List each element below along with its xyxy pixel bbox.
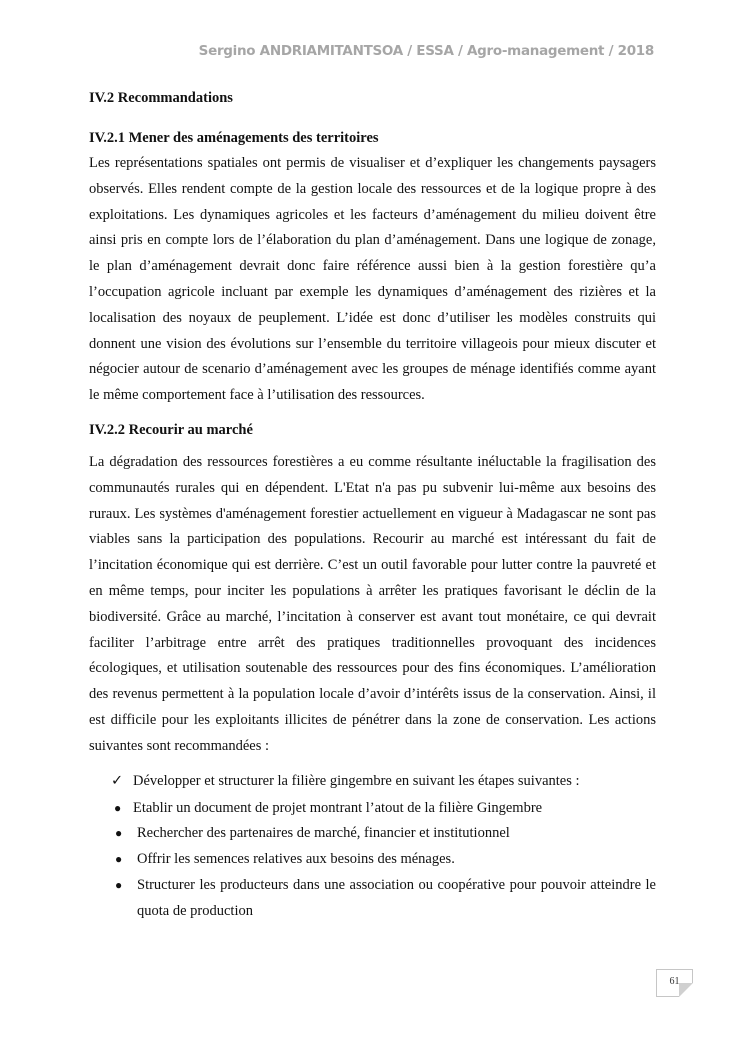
subsection-heading-marche: IV.2.2 Recourir au marché	[89, 421, 253, 438]
recommendation-list	[89, 769, 656, 925]
subsection-heading-amenagement: IV.2.1 Mener des aménagements des territoires	[89, 130, 379, 146]
check-mark-icon: ✓	[111, 772, 124, 789]
bullet-icon: ●	[115, 826, 123, 841]
page-content	[89, 86, 656, 925]
bullet-text: Offrir les semences relatives aux besoins des ménages.	[137, 851, 455, 868]
list-item	[89, 821, 656, 847]
bullet-text: Rechercher des partenaires de marché, financier et institutionnel	[137, 825, 510, 842]
section-heading: IV.2 Recommandations	[89, 90, 233, 106]
bullet-icon: ●	[115, 852, 123, 867]
bullet-text: Structurer les producteurs dans une association ou coopérative pour pouvoir atteindre le quota de production	[137, 876, 656, 919]
page-number: 61	[669, 976, 680, 987]
page-number-box	[656, 969, 693, 997]
list-item	[89, 873, 656, 925]
paragraph-amenagement: Les représentations spatiales ont permis de visualiser et d’expliquer les changements paysagers observés. Elles rendent compte de la gestion locale des ressources et de la logique propre à des exploitations. Les dynamiques agricoles et les facteurs d’aménagement du milieu doivent être ainsi pris en compte lors de l’élaboration du plan d’aménagement. Dans une logique de zonage, le plan d’aménagement devrait donc faire référence aussi bien à la gestion forestière qu’a l’occupation agricole incluant par exemple les dynamiques d’aménagement des rizières et la localisation des noyaux de peuplement. L’idée est donc d’utiliser les modèles construits qui donnent une vision des évolutions sur l’ensemble du territoire villageois pour mieux discuter et négocier autour de scenario d’aménagement avec les groupes de ménage identifiés comme ayant le même comportement face à l’utilisation des ressources.	[89, 155, 656, 404]
check-item-text: Développer et structurer la filière gingembre en suivant les étapes suivantes :	[133, 772, 580, 789]
list-item-check	[89, 769, 656, 794]
bullet-text: Etablir un document de projet montrant l’atout de la filière Gingembre	[133, 799, 543, 816]
list-item	[89, 847, 656, 873]
bullet-icon: ●	[115, 877, 123, 892]
bullet-icon: ●	[114, 800, 122, 815]
list-item	[89, 796, 656, 822]
paragraph-marche: La dégradation des ressources forestières a eu comme résultante inéluctable la fragilisation des communautés rurales qui en dépendent. L'Etat n'a pas pu subvenir lui-même aux besoins des ruraux. Les systèmes d'aménagement forestier actuellement en vigueur à Madagascar ne sont pas viables sans la participation des populations. Recourir au marché est intéressant du fait de l’incitation économique qui est derrière. C’est un outil favorable pour lutter contre la pauvreté et en même temps, pour inciter les populations à arrêter les pratiques favorisant le déclin de la biodiversité. Grâce au marché, l’incitation à conserver est avant tout monétaire, ce qui devrait faciliter l’arbitrage entre arrêt des pratiques traditionnelles provoquant des incidences écologiques, et utilisation soutenable des ressources pour des fins économiques. L’amélioration des revenus permettent à la population locale d’avoir d’intérêts issus de la conservation. Ainsi, il est difficile pour les exploitants illicites de pénétrer dans la zone de conservation. Les actions suivantes sont recommandées :	[89, 453, 656, 754]
running-header: Sergino ANDRIAMITANTSOA / ESSA / Agro-management / 2018	[198, 43, 654, 59]
